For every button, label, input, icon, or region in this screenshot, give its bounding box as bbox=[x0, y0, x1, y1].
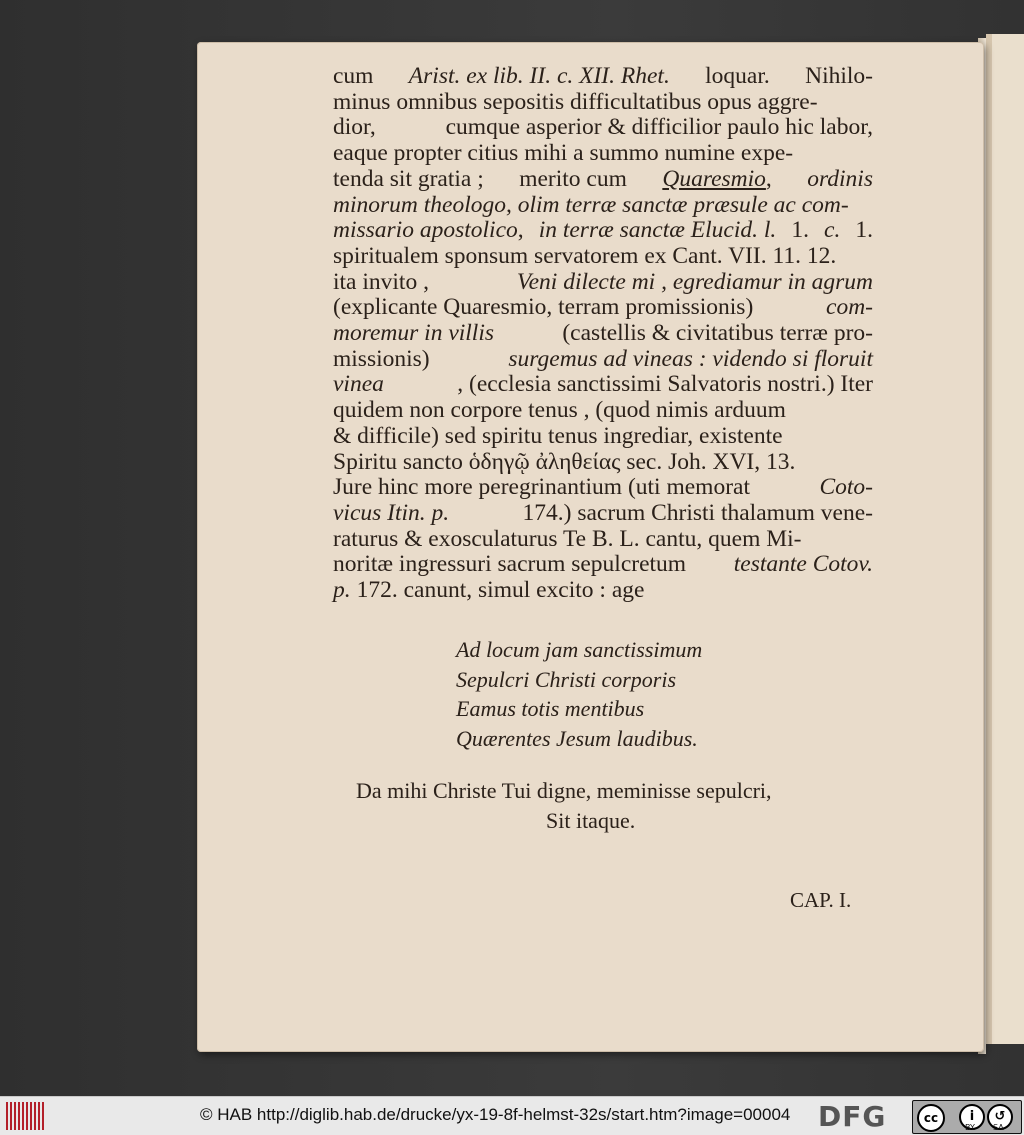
text-segment-italic: minorum theologo, olim terræ sanctæ præsule ac com- bbox=[333, 191, 849, 218]
text-segment-italic: missario apostolico bbox=[333, 217, 518, 244]
verse-line: Sepulcri Christi corporis bbox=[456, 666, 677, 692]
text-segment: cumque asperior & difficilior paulo hic labor, bbox=[445, 114, 873, 141]
text-segment: 1. bbox=[791, 217, 809, 244]
text-segment: quidem non corpore tenus , (quod nimis arduum bbox=[333, 397, 786, 424]
barcode-icon bbox=[6, 1102, 46, 1130]
text-segment: merito cum bbox=[519, 165, 627, 192]
text-line bbox=[333, 372, 873, 398]
text-line bbox=[333, 244, 873, 270]
text-segment: dior, bbox=[333, 114, 376, 141]
text-segment-italic: c. bbox=[824, 217, 841, 244]
text-line bbox=[333, 167, 873, 193]
verse-line: Eamus totis mentibus bbox=[456, 696, 645, 721]
text-line bbox=[333, 527, 873, 553]
body-text bbox=[333, 64, 873, 604]
text-segment: (explicante Quaresmio, terram promissionis) bbox=[333, 294, 754, 321]
closing-line: Da mihi Christe Tui digne, meminisse sepulcri, bbox=[356, 778, 772, 803]
text-segment: ita invito , bbox=[333, 268, 429, 295]
text-segment: noritæ ingressuri sacrum sepulcretum bbox=[333, 551, 687, 578]
text-line bbox=[333, 552, 873, 578]
text-segment-italic: Veni dilecte mi , egrediamur in agrum bbox=[516, 268, 873, 295]
text-line bbox=[333, 193, 873, 219]
text-segment-italic: surgemus ad vineas : videndo si floruit bbox=[508, 345, 873, 372]
text-line bbox=[333, 64, 873, 90]
text-line bbox=[333, 501, 873, 527]
text-segment-italic: Arist. ex lib. II. c. XII. Rhet. bbox=[408, 63, 670, 89]
text-line bbox=[333, 321, 873, 347]
text-line bbox=[333, 347, 873, 373]
text-segment: minus omnibus sepositis difficultatibus opus aggre- bbox=[333, 88, 818, 115]
text-line bbox=[333, 578, 873, 604]
text-segment-italic: testante Cotov. bbox=[733, 551, 873, 578]
adjacent-page-edge bbox=[986, 34, 1024, 1044]
verse-line: Ad locum jam sanctissimum bbox=[456, 637, 703, 662]
catchword: CAP. I. bbox=[790, 888, 852, 912]
text-segment-italic: vinea bbox=[333, 371, 384, 398]
closing-line: Sit itaque. bbox=[546, 808, 636, 833]
text-line bbox=[333, 295, 873, 321]
text-segment: (castellis & civitatibus terræ pro- bbox=[562, 320, 873, 347]
text-segment: Nihilo- bbox=[805, 63, 873, 89]
text-segment-italic: vicus Itin. p. bbox=[333, 499, 450, 526]
creative-commons-icon: cc bbox=[917, 1104, 945, 1132]
copyright-link[interactable]: © HAB http://diglib.hab.de/drucke/yx-19-8f-helmst-32s/start.htm?image=00004 bbox=[200, 1105, 791, 1124]
text-segment-italic: Coto- bbox=[819, 474, 873, 501]
text-segment: , bbox=[765, 165, 772, 192]
text-segment: & difficile) sed spiritu tenus ingrediar, existente bbox=[333, 422, 783, 449]
text-segment: cum bbox=[333, 63, 374, 89]
text-segment: tenda sit gratia ; bbox=[333, 165, 484, 192]
attribution-icon: i bbox=[959, 1104, 985, 1130]
text-segment-italic: in terræ sanctæ Elucid. l. bbox=[538, 217, 777, 244]
text-segment-italic: Quaresmio bbox=[662, 165, 766, 192]
text-segment: 1. bbox=[855, 217, 873, 244]
text-segment-italic: moremur in villis bbox=[333, 320, 495, 347]
license-sa-label: SA bbox=[993, 1123, 1004, 1132]
text-line bbox=[333, 270, 873, 296]
text-line bbox=[333, 90, 873, 116]
text-line bbox=[333, 424, 873, 450]
text-segment-italic: p. bbox=[333, 577, 351, 604]
text-line bbox=[333, 450, 873, 476]
text-line bbox=[333, 141, 873, 167]
text-segment-italic: com- bbox=[826, 294, 873, 321]
text-segment: Spiritu sancto ὁδηγῷ ἀληθείας sec. Joh. XVI, 13. bbox=[333, 448, 796, 475]
share-alike-icon: ↺ bbox=[987, 1104, 1013, 1130]
text-segment: raturus & exosculaturus Te B. L. cantu, quem Mi- bbox=[333, 525, 802, 552]
hymn-verse bbox=[456, 635, 796, 753]
text-segment: missionis) bbox=[333, 345, 430, 372]
text-segment: spiritualem sponsum servatorem ex Cant. VII. 11. 12. bbox=[333, 242, 837, 269]
closing-verse bbox=[356, 776, 856, 836]
text-segment: , (ecclesia sanctissimi Salvatoris nostri.) Iter bbox=[457, 371, 873, 398]
text-segment: loquar. bbox=[705, 63, 770, 89]
verse-line: Quærentes Jesum laudibus. bbox=[456, 725, 698, 751]
text-line bbox=[333, 398, 873, 424]
text-line bbox=[333, 115, 873, 141]
text-segment-italic: ordinis bbox=[807, 165, 873, 192]
text-line bbox=[333, 475, 873, 501]
text-segment: , bbox=[517, 217, 524, 244]
text-segment: 174.) sacrum Christi thalamum vene- bbox=[522, 499, 873, 526]
text-line bbox=[333, 218, 873, 244]
license-by-label: BY bbox=[965, 1123, 975, 1132]
text-segment: 172. canunt, simul excito : age bbox=[356, 577, 645, 604]
text-segment: Jure hinc more peregrinantium (uti memorat bbox=[333, 474, 750, 501]
viewer-footer bbox=[0, 1096, 1024, 1135]
text-segment: eaque propter citius mihi a summo numine expe- bbox=[333, 140, 794, 167]
cc-license-badge[interactable] bbox=[912, 1100, 1022, 1134]
dfg-logo: DFG bbox=[818, 1100, 887, 1133]
